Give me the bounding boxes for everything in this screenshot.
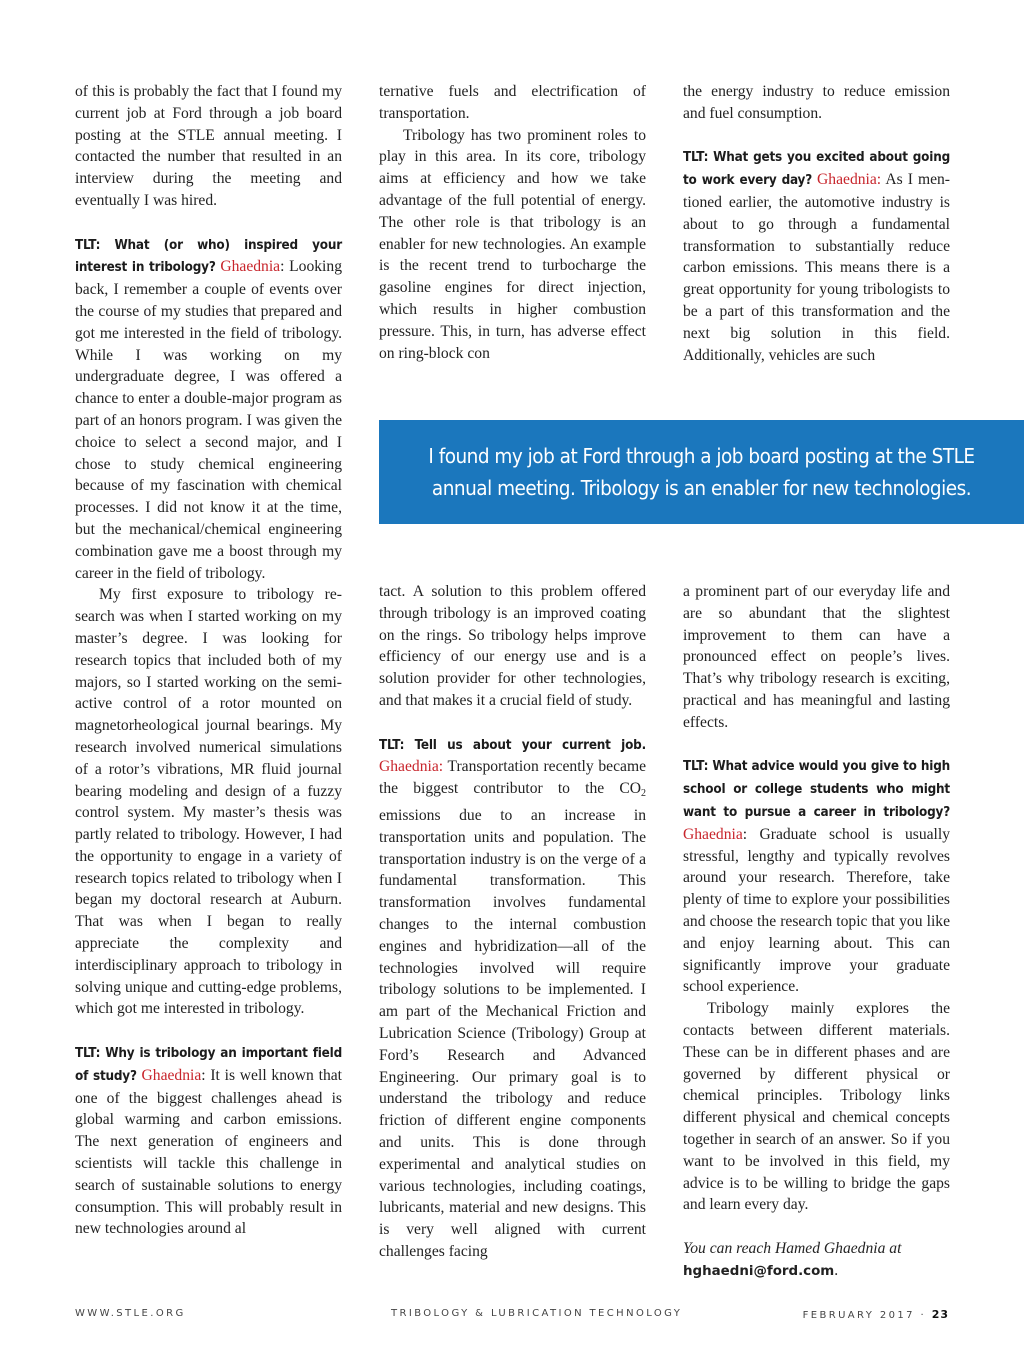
footer-separator: · [920,1310,927,1321]
footer-website[interactable]: WWW.STLE.ORG [75,1308,186,1319]
paragraph: the energy industry to reduce emission and fuel consumption. [683,83,950,122]
paragraph: ternative fuels and electrification of transportation. [379,83,646,122]
subscript: 2 [641,788,646,800]
paragraph: a prominent part of our everyday life and are so abundant that the slightest improvement to them can have a pronounced effect on people’s lives. That’s why tribology research is exciting, practical and has meaningful and lasting effects. [683,583,950,731]
column-1 [75,81,342,1240]
answer-speaker: Ghaednia: [817,171,882,189]
answer-speaker: Ghaednia: [379,758,444,776]
pull-quote-line: I found my job at Ford through a job board posting at the STLE [428,444,975,468]
qa-block [683,146,950,366]
question: TLT: Tell us about your current job. [379,737,646,753]
contact-text: You can reach Hamed Ghaednia at [683,1239,902,1257]
email-link[interactable]: hghaedni@ford.com [683,1263,835,1279]
pull-quote [379,420,1024,524]
qa-block [683,755,950,998]
paragraph: tact. A solution to this problem offered through tribology is an improved coating on the rings. So tribology helps improve efficiency of our energy use and is a solution provider for other technologies, and that makes it a crucial field of study. [379,583,646,709]
paragraph: of this is probably the fact that I found my current job at Ford through a job board posting at the STLE annual meeting. I contacted the number that resulted in an interview during the meeting and eventually I was hired. [75,83,342,209]
qa-block [379,734,646,1263]
answer-text: : Looking back, I remember a couple of events over the course of my studies that prepared and got me interested in the field of tribology. While I was working on my undergraduate degree, I was offered a chance to enter a double-major program as part of an honors program. I was given the choice to select a second major, and I chose to study chemical engineering because of my fascination with chemical processes. I did not know it at the time, but the mechanical/chemical engineering combination gave me a boost through my career in the field of tribology. [75,258,342,582]
answer-speaker: Ghaednia [220,258,281,276]
column-4 [379,581,646,1263]
question: TLT: What (or who) inspired your interest in tribology? [75,237,342,276]
paragraph: Tribology mainly explores the contacts between different materials. These can be in different phases and are governed by different physical or chemical principles. Tribology links different physical and chemical concepts together in search of an answer. So if you want to be involved in this field, my advice is to be willing to bridge the gaps and learn every day. [683,1000,950,1214]
question: TLT: What advice would you give to high school or college students who might want to pursue a career in tribology? [683,759,950,820]
contact-line [683,1238,950,1283]
issue-date: FEBRUARY 2017 [802,1310,915,1321]
answer-text: : It is well known that one of the biggest challenges ahead is global warming and carbon emissions. The next generation of engineers and scientists will tackle this challenge in search of sustainable solutions to energy consumption. This will probably result in new technologies around al [75,1066,342,1238]
paragraph: My first exposure to tribology research was when I started working on my master’s degree. I was looking for research topics that included both of my majors, so I started working on the semi-active control of a rotor mounted on magnetorheological journal bearings. My research involved numerical simulations of a rotor’s vibrations, MR fluid journal bearing modeling and design of a fuzzy control system. My master’s thesis was partly related to tribology. However, I had the opportunity to engage in a variety of research topics related to tribology when I began my doctoral research at Auburn. That was when I began to really appreciate the complexity and interdisciplinary approach to tribology in solving unique and cutting-edge problems, which got me interested in tribology. [75,586,342,1018]
answer-text: As I mentioned earlier, the automotive industry is about to go through a fundamental transformation to substantially reduce carbon emissions. This means there is a great opportunity for young tribologists to be a part of this transformation and the next big solution in this field. Additionally, vehicles are such [683,171,950,364]
qa-block [75,234,342,585]
column-5 [683,581,950,1283]
period: . [834,1261,839,1279]
qa-block [75,1042,342,1240]
answer-text: : Graduate school is usually stressful, lengthy and typically revolves around your research. Therefore, take plenty of time to explore your possibilities and choose the research topic that you like and enjoy learning about. This can significantly improve your graduate school experience. [683,825,950,996]
answer-speaker: Ghaednia [683,825,743,843]
footer-issue [803,1308,949,1321]
question: TLT: Why is tribology an important field of study? [75,1046,342,1084]
answer-speaker: Ghaednia [141,1066,202,1084]
column-3 [683,81,950,366]
footer-publication: TRIBOLOGY & LUBRICATION TECHNOLOGY [391,1308,683,1319]
answer-text-lead: Transportation recently became the biggest contributor to the CO [379,758,646,798]
answer-text: emissions due to an increase in transportation units and population. The transportation industry is on the verge of a fundamental transformation. This transformation involves fundamental changes to the internal combustion engines and hybridization—all of the technologies involved will require tribology solutions to be implemented. I am part of the Mechanical Friction and Lubrication Science (Tribology) Group at Ford’s Research and Advanced Engineering. Our primary goal is to understand the tribology and reduce friction of different engine components and units. This is done through experimental and analytical studies on various technologies, including coatings, lubricants, material and new designs. This is very well aligned with current challenges facing [379,806,646,1260]
question: TLT: What gets you excited about going to work every day? [683,150,950,189]
paragraph: Tribology has two prominent roles to play in this area. In its core, tribology aims at efficiency and how we take advantage of the full potential of energy. The other role is that tribology is an enabler for new technologies. An example is the recent trend to turbocharge the gasoline engines for direct injection, which results in higher combustion pressure. This, in turn, has adverse effect on ring-block con [379,126,646,362]
page-number: 23 [931,1308,949,1321]
column-2 [379,81,646,364]
pull-quote-line: annual meeting. Tribology is an enabler for new technologies. [431,476,972,500]
